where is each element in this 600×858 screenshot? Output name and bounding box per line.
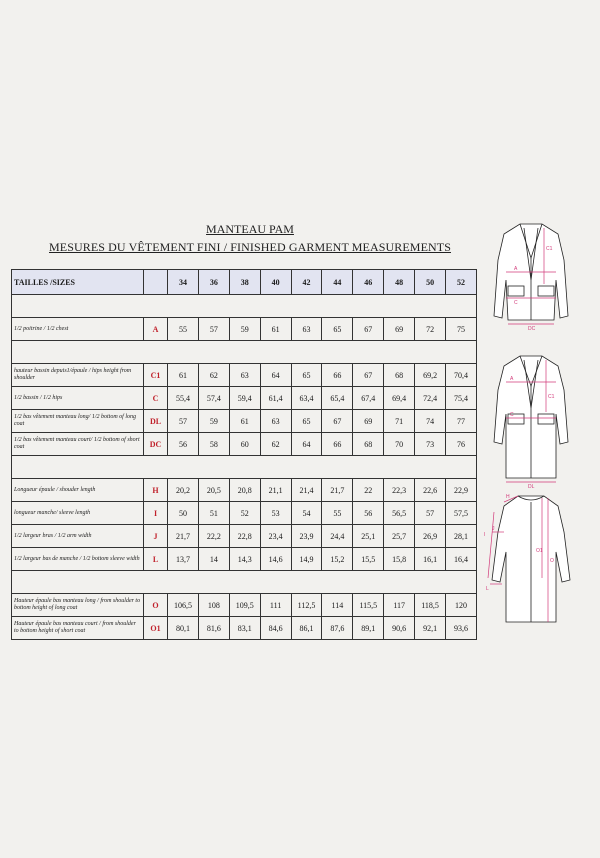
measurement-value: 114	[322, 594, 353, 617]
measurement-value: 20,2	[168, 479, 199, 502]
figure-label: C1	[548, 394, 555, 400]
figure-label: I	[484, 532, 486, 538]
measurement-row	[12, 502, 477, 525]
figure-label: J	[492, 526, 495, 532]
measurement-value: 61	[260, 318, 291, 341]
measurement-value: 83,1	[229, 617, 260, 640]
measurement-value: 55	[168, 318, 199, 341]
measurement-code: DL	[144, 410, 168, 433]
size-header: 50	[415, 270, 446, 295]
measurement-value: 23,4	[260, 525, 291, 548]
measurement-description: 1/2 bas vêtement manteau court/ 1/2 bottom of short coat	[12, 433, 144, 456]
measurement-value: 22,9	[446, 479, 477, 502]
measurement-value: 61,4	[260, 387, 291, 410]
measurement-value: 56,5	[384, 502, 415, 525]
figure-label: C	[514, 300, 518, 306]
measurement-value: 77	[446, 410, 477, 433]
measurement-value: 21,7	[168, 525, 199, 548]
size-header: 52	[446, 270, 477, 295]
measurement-value: 80,1	[168, 617, 199, 640]
measurement-row	[12, 617, 477, 640]
measurement-value: 89,1	[353, 617, 384, 640]
size-header-row	[12, 270, 477, 295]
measurement-value: 58	[198, 433, 229, 456]
measurement-value: 25,1	[353, 525, 384, 548]
measurement-value: 14,3	[229, 548, 260, 571]
size-header: 34	[168, 270, 199, 295]
measurement-value: 112,5	[291, 594, 322, 617]
measurement-value: 53	[260, 502, 291, 525]
measurement-value: 68	[384, 364, 415, 387]
measurement-description: 1/2 bassin / 1/2 hips	[12, 387, 144, 410]
measurement-value: 22,3	[384, 479, 415, 502]
measurement-value: 55	[322, 502, 353, 525]
measurement-value: 14,9	[291, 548, 322, 571]
measurement-description: hauteur bassin depuis1/épaule / hips height from shoulder	[12, 364, 144, 387]
measurement-value: 71	[384, 410, 415, 433]
measurement-row	[12, 387, 477, 410]
measurement-value: 118,5	[415, 594, 446, 617]
long-coat-front-illustration	[484, 350, 584, 490]
measurement-row	[12, 548, 477, 571]
measurement-value: 14,6	[260, 548, 291, 571]
short-coat-front-illustration	[484, 220, 584, 338]
figure-label: C1	[546, 246, 553, 252]
figure-label: DC	[528, 326, 536, 332]
measurement-value: 117	[384, 594, 415, 617]
measurement-value: 86,1	[291, 617, 322, 640]
measurement-description: Hauteur épaule bas manteau court / from shoulder to bottom height of short coat	[12, 617, 144, 640]
measurement-value: 56	[168, 433, 199, 456]
row-spacer	[12, 456, 477, 479]
figure-label: H	[506, 494, 510, 500]
measurement-value: 69	[384, 318, 415, 341]
measurement-value: 93,6	[446, 617, 477, 640]
measurement-value: 65	[291, 364, 322, 387]
measurement-value: 64	[291, 433, 322, 456]
measurement-code: C1	[144, 364, 168, 387]
measurement-value: 61	[168, 364, 199, 387]
measurement-value: 120	[446, 594, 477, 617]
measurement-value: 70,4	[446, 364, 477, 387]
measurement-value: 15,2	[322, 548, 353, 571]
measurement-value: 55,4	[168, 387, 199, 410]
figure-label: C	[510, 412, 514, 418]
measurement-value: 108	[198, 594, 229, 617]
measurement-value: 21,7	[322, 479, 353, 502]
size-header: 40	[260, 270, 291, 295]
measurement-row	[12, 479, 477, 502]
measurement-code: O1	[144, 617, 168, 640]
measurement-code: O	[144, 594, 168, 617]
measurement-value: 16,1	[415, 548, 446, 571]
measurement-value: 69,2	[415, 364, 446, 387]
measurement-value: 57	[168, 410, 199, 433]
measurement-value: 70	[384, 433, 415, 456]
measurement-value: 67	[322, 410, 353, 433]
measurement-value: 50	[168, 502, 199, 525]
measurement-value: 13,7	[168, 548, 199, 571]
measurement-value: 69	[353, 410, 384, 433]
measurement-code: DC	[144, 433, 168, 456]
measurement-value: 90,6	[384, 617, 415, 640]
measurement-value: 75,4	[446, 387, 477, 410]
measurement-value: 60	[229, 433, 260, 456]
table-body	[12, 295, 477, 640]
measurement-value: 21,4	[291, 479, 322, 502]
figure-label: DL	[528, 484, 535, 490]
figure-label: A	[510, 376, 514, 382]
measurement-value: 57	[198, 318, 229, 341]
size-header: 46	[353, 270, 384, 295]
measurement-value: 61	[229, 410, 260, 433]
measurement-value: 15,5	[353, 548, 384, 571]
measurement-value: 65,4	[322, 387, 353, 410]
measurement-value: 21,1	[260, 479, 291, 502]
measurement-description: 1/2 largeur bras / 1/2 arm width	[12, 525, 144, 548]
measurement-description: 1/2 largeur bas de manche / 1/2 bottom sleeve width	[12, 548, 144, 571]
measurement-value: 64	[260, 364, 291, 387]
figure-label: O	[550, 558, 554, 564]
measurement-value: 92,1	[415, 617, 446, 640]
measurement-value: 16,4	[446, 548, 477, 571]
measurement-value: 22,6	[415, 479, 446, 502]
measurement-value: 109,5	[229, 594, 260, 617]
measurement-row	[12, 364, 477, 387]
size-header: 44	[322, 270, 353, 295]
size-header: 42	[291, 270, 322, 295]
measurement-code: L	[144, 548, 168, 571]
measurement-value: 115,5	[353, 594, 384, 617]
measurement-value: 66	[322, 433, 353, 456]
measurement-value: 75	[446, 318, 477, 341]
measurement-value: 84,6	[260, 617, 291, 640]
measurement-value: 22,8	[229, 525, 260, 548]
measurement-code: H	[144, 479, 168, 502]
measurement-value: 66	[322, 364, 353, 387]
measurement-value: 63,4	[291, 387, 322, 410]
spacer-cell	[12, 295, 477, 318]
measurement-value: 67	[353, 364, 384, 387]
spacer-cell	[12, 456, 477, 479]
figure-label: O1	[536, 548, 543, 554]
measurement-value: 73	[415, 433, 446, 456]
measurement-code: I	[144, 502, 168, 525]
measurement-value: 65	[291, 410, 322, 433]
measurement-value: 65	[322, 318, 353, 341]
measurement-value: 24,4	[322, 525, 353, 548]
measurement-value: 63	[229, 364, 260, 387]
measurement-value: 59	[198, 410, 229, 433]
measurement-value: 20,8	[229, 479, 260, 502]
measurement-value: 56	[353, 502, 384, 525]
measurement-value: 63	[291, 318, 322, 341]
code-header	[144, 270, 168, 295]
spacer-cell	[12, 341, 477, 364]
measurement-value: 67	[353, 318, 384, 341]
measurement-value: 22	[353, 479, 384, 502]
measurement-row	[12, 410, 477, 433]
measurement-value: 57	[415, 502, 446, 525]
measurement-value: 57,5	[446, 502, 477, 525]
row-spacer	[12, 571, 477, 594]
figure-label: L	[486, 586, 489, 592]
measurement-value: 74	[415, 410, 446, 433]
document-title: MANTEAU PAM	[206, 222, 294, 236]
measurement-value: 54	[291, 502, 322, 525]
measurement-code: J	[144, 525, 168, 548]
measurement-description: Longueur épaule / shouder length	[12, 479, 144, 502]
measurement-value: 57,4	[198, 387, 229, 410]
figure-label: A	[514, 266, 518, 272]
measurement-value: 62	[260, 433, 291, 456]
coat-back-illustration	[478, 492, 588, 627]
measurement-row	[12, 318, 477, 341]
measurement-value: 69,4	[384, 387, 415, 410]
measurement-value: 67,4	[353, 387, 384, 410]
measurement-value: 76	[446, 433, 477, 456]
size-table	[11, 269, 477, 640]
size-header: 36	[198, 270, 229, 295]
size-header: 48	[384, 270, 415, 295]
measurement-value: 106,5	[168, 594, 199, 617]
measurement-description: 1/2 poitrine / 1/2 chest	[12, 318, 144, 341]
measurement-value: 14	[198, 548, 229, 571]
measurement-row	[12, 433, 477, 456]
measurement-value: 72,4	[415, 387, 446, 410]
measurement-description: 1/2 bas vêtement manteau long/ 1/2 bottom of long coat	[12, 410, 144, 433]
measurement-value: 87,6	[322, 617, 353, 640]
measurement-value: 20,5	[198, 479, 229, 502]
measurement-value: 23,9	[291, 525, 322, 548]
measurement-value: 62	[198, 364, 229, 387]
measurement-value: 25,7	[384, 525, 415, 548]
row-spacer	[12, 295, 477, 318]
document-subtitle: MESURES DU VÊTEMENT FINI / FINISHED GARMENT MEASUREMENTS	[49, 240, 451, 254]
measurement-value: 63	[260, 410, 291, 433]
measurement-value: 51	[198, 502, 229, 525]
size-header: 38	[229, 270, 260, 295]
measurement-value: 59,4	[229, 387, 260, 410]
measurement-value: 59	[229, 318, 260, 341]
measurement-code: C	[144, 387, 168, 410]
measurement-value: 22,2	[198, 525, 229, 548]
measurement-row	[12, 525, 477, 548]
measurement-description: longueur manche/ sleeve length	[12, 502, 144, 525]
measurement-row	[12, 594, 477, 617]
measurement-value: 52	[229, 502, 260, 525]
measurement-value: 28,1	[446, 525, 477, 548]
measurement-value: 15,8	[384, 548, 415, 571]
sizes-header-label: TAILLES /SIZES	[12, 270, 144, 295]
measurement-description: Hauteur épaule bas manteau long / from shoulder to bottom height of long coat	[12, 594, 144, 617]
measurement-value: 26,9	[415, 525, 446, 548]
measurement-value: 81,6	[198, 617, 229, 640]
spacer-cell	[12, 571, 477, 594]
measurement-value: 111	[260, 594, 291, 617]
measurement-value: 72	[415, 318, 446, 341]
measurement-value: 68	[353, 433, 384, 456]
measurement-code: A	[144, 318, 168, 341]
row-spacer	[12, 341, 477, 364]
